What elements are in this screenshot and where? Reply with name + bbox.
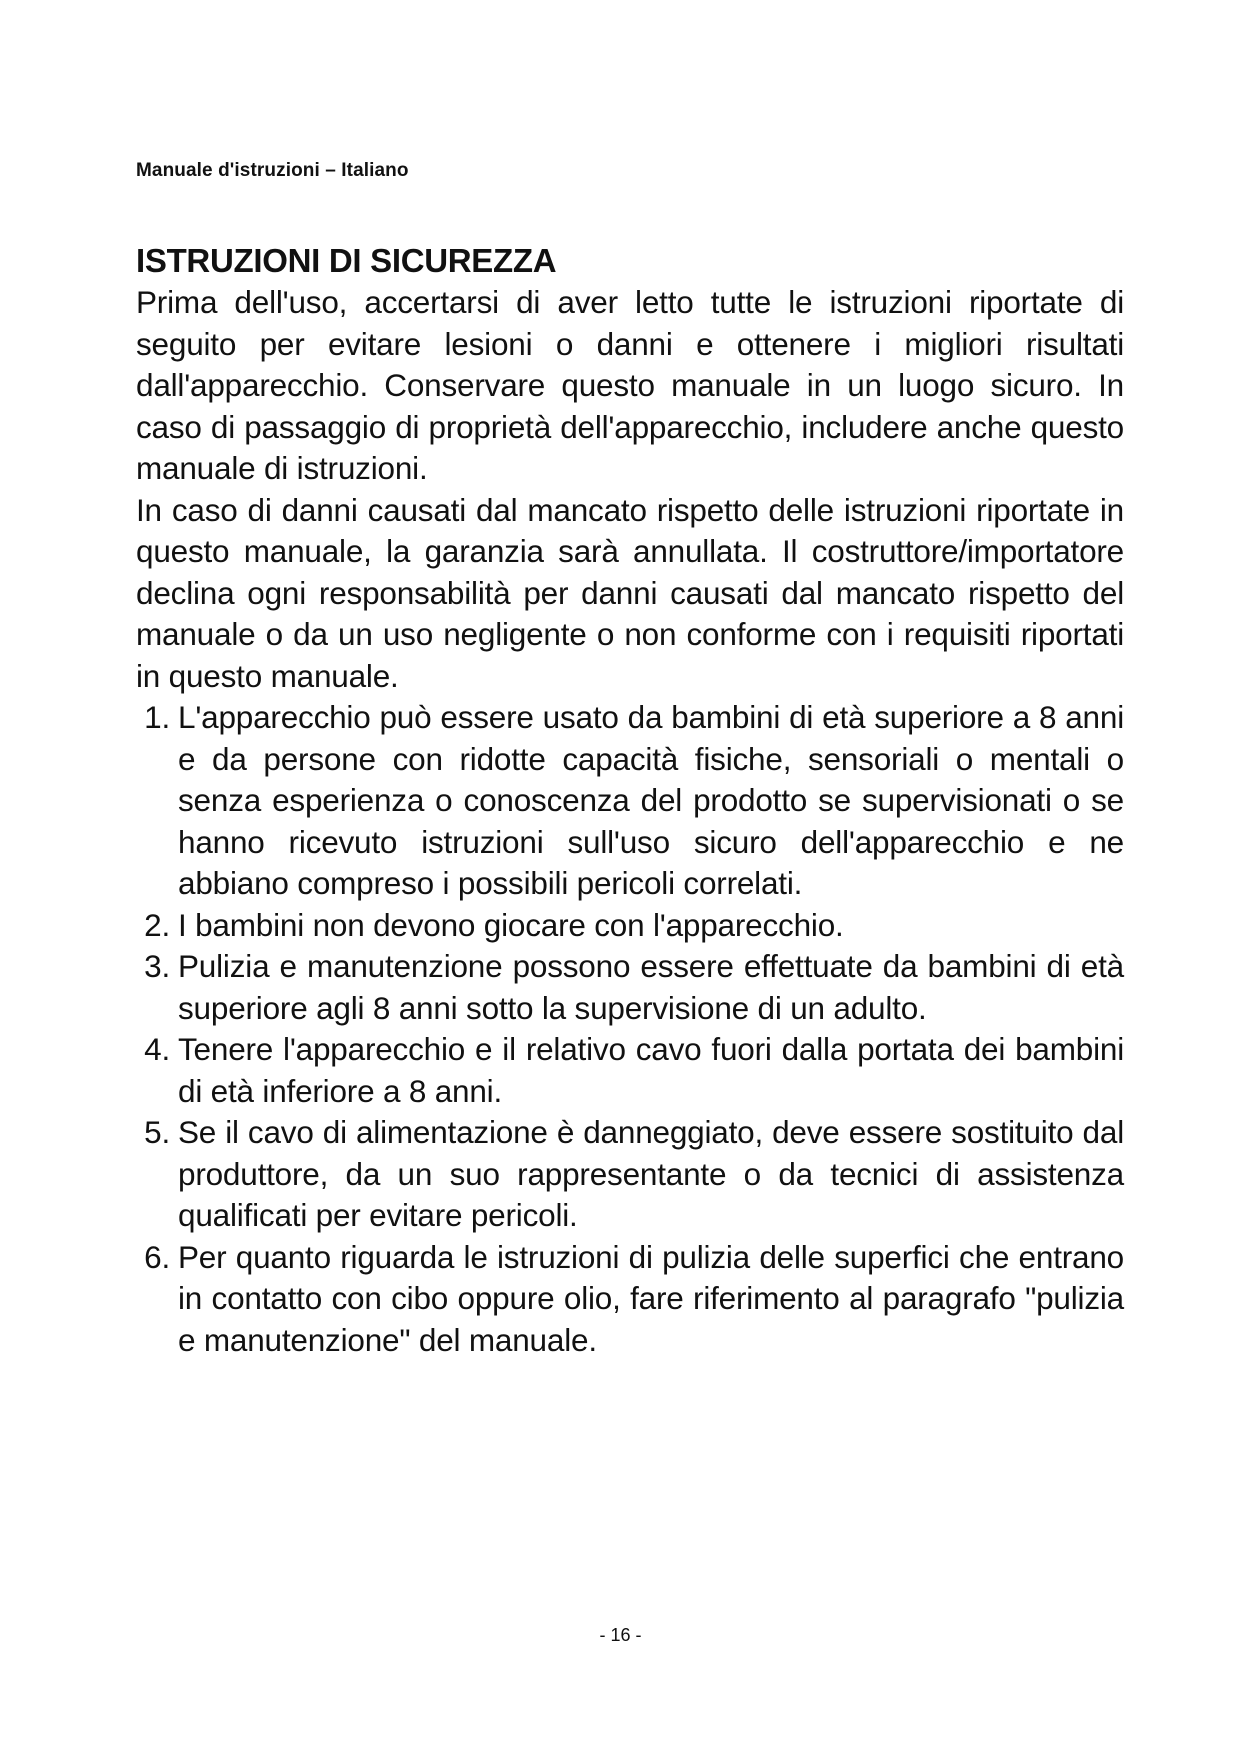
list-item: [144, 1237, 1124, 1362]
list-item-number: 3.: [144, 948, 170, 984]
list-item-number: 2.: [144, 906, 170, 943]
safety-section: [136, 240, 1124, 1361]
list-item-text: I bambini non devono giocare con l'apparecchio.: [178, 906, 844, 943]
list-item: [144, 1029, 1124, 1112]
warranty-paragraph: In caso di danni causati dal mancato rispetto delle istruzioni riportate in questo manuale, la garanzia sarà annullata. Il costruttore/importatore declina ogni responsabilità per danni causati dal mancato rispetto del manuale o da un uso negligente o non conforme con i requisiti riportati in questo manuale.: [136, 491, 1124, 694]
list-item-number: 6.: [144, 1238, 170, 1275]
section-title: ISTRUZIONI DI SICUREZZA: [136, 242, 557, 279]
list-item-text: Pulizia e manutenzione possono essere effettuate da bambini di età superiore agli 8 anni sotto la supervisione di un adulto.: [178, 948, 1124, 1026]
page-number: - 16 -: [599, 1625, 642, 1645]
page-header: Manuale d'istruzioni – Italiano: [136, 160, 409, 181]
list-item-text: Tenere l'apparecchio e il relativo cavo fuori dalla portata dei bambini di età inferiore a 8 anni.: [178, 1031, 1124, 1109]
list-item: [144, 946, 1124, 1029]
intro-paragraph: Prima dell'uso, accertarsi di aver letto tutte le istruzioni riportate di seguito per evitare lesioni o danni e ottenere i migliori risultati dall'apparecchio. Conservare questo manuale in un luogo sicuro. In caso di passaggio di proprietà dell'apparecchio, includere anche questo manuale di istruzioni.: [136, 284, 1124, 486]
list-item: [144, 1112, 1124, 1237]
list-item-number: 1.: [144, 699, 170, 735]
list-item: [144, 905, 1124, 947]
list-item-number: 5.: [144, 1114, 170, 1150]
list-item-number: 4.: [144, 1031, 170, 1067]
list-item-text: Se il cavo di alimentazione è danneggiato, deve essere sostituito dal produttore, da un suo rappresentante o da tecnici di assistenza qualificati per evitare pericoli.: [178, 1114, 1124, 1233]
list-item: [144, 697, 1124, 905]
safety-list: [136, 697, 1124, 1361]
list-item-text: L'apparecchio può essere usato da bambini di età superiore a 8 anni e da persone con ridotte capacità fisiche, sensoriali o mentali o senza esperienza o conoscenza del prodotto se supervisionati o se hanno ricevuto istruzioni sull'uso sicuro dell'apparecchio e ne abbiano compreso i possibili pericoli correlati.: [178, 699, 1124, 901]
list-item-text: Per quanto riguarda le istruzioni di pulizia delle superfici che entrano in contatto con cibo oppure olio, fare riferimento al paragrafo "pulizia e manutenzione" del manuale.: [178, 1238, 1124, 1358]
